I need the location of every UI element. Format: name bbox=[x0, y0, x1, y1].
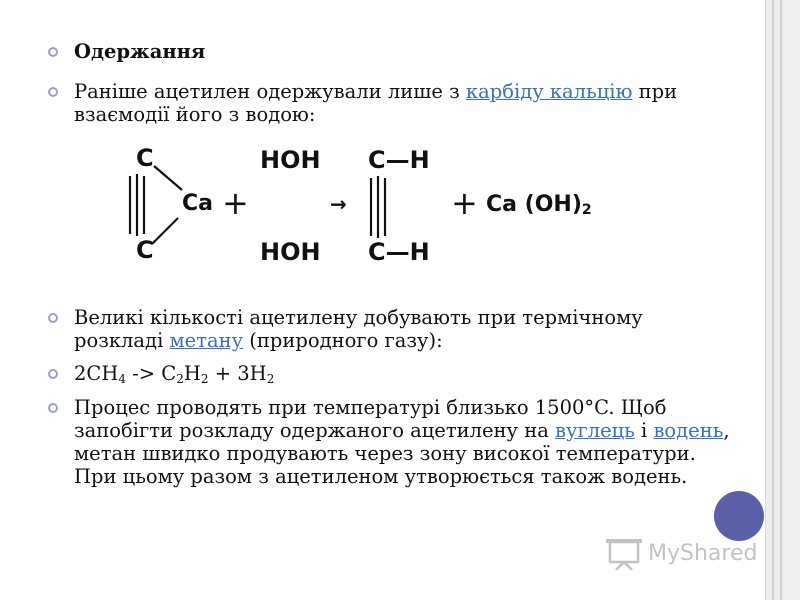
link-carbon[interactable]: вуглець bbox=[555, 419, 635, 442]
bullet-text bbox=[74, 80, 734, 126]
equation-subscript: 2 bbox=[266, 372, 275, 386]
text-fragment: (природного газу): bbox=[243, 329, 443, 352]
text-fragment: , метан швидко продувають через зону високої температури. При цьому разом з ацетиленом утворюється також водень. bbox=[74, 419, 730, 488]
section-heading: Одержання bbox=[74, 40, 206, 63]
text-fragment: Процес проводять при температурі близько 1500°C. Щоб запобігти розкладу одержаного ацетилену на bbox=[74, 396, 667, 442]
calcium-hydroxide-label bbox=[486, 192, 592, 217]
plus-sign: + bbox=[451, 184, 478, 222]
text-fragment: і bbox=[634, 419, 654, 442]
bullet-text bbox=[74, 396, 734, 488]
link-methane[interactable]: метану bbox=[169, 329, 244, 352]
bullet-icon bbox=[48, 87, 58, 97]
watermark-text: MyShared bbox=[648, 541, 758, 566]
carbon-bottom-label: C bbox=[136, 236, 154, 264]
ch-bottom-label: C—H bbox=[368, 238, 430, 266]
equation-part: 2CH bbox=[74, 362, 119, 385]
product-subscript: 2 bbox=[581, 202, 592, 218]
water-top-label: HOH bbox=[260, 146, 321, 174]
carbon-top-label: C bbox=[136, 144, 154, 172]
projector-screen-icon bbox=[604, 536, 644, 572]
calcium-label: Ca bbox=[182, 191, 213, 216]
bullet-text bbox=[74, 40, 734, 63]
text-fragment: при взаємодії його з водою: bbox=[74, 80, 678, 126]
product-formula: Ca (OH) bbox=[486, 192, 582, 217]
equation-subscript: 4 bbox=[118, 372, 126, 386]
equation-subscript: 2 bbox=[176, 372, 184, 386]
frame-line bbox=[780, 0, 782, 600]
equation-part: -> C bbox=[125, 362, 177, 385]
reaction-scheme bbox=[118, 140, 618, 270]
water-bottom-label: HOH bbox=[260, 238, 321, 266]
bullet-text bbox=[74, 306, 734, 352]
equation-part: + 3H bbox=[208, 362, 267, 385]
reaction-arrow: → bbox=[330, 192, 347, 216]
bullet-icon bbox=[48, 47, 58, 57]
link-hydrogen[interactable]: водень bbox=[653, 419, 724, 442]
bullet-icon bbox=[48, 403, 58, 413]
link-calcium-carbide[interactable]: карбіду кальцію bbox=[465, 80, 633, 103]
frame-line bbox=[772, 0, 774, 600]
plus-sign: + bbox=[222, 184, 249, 222]
watermark bbox=[604, 536, 762, 574]
equation-part: H bbox=[183, 362, 201, 385]
chemical-equation bbox=[74, 362, 734, 385]
navigation-circle bbox=[714, 491, 764, 541]
text-fragment: Раніше ацетилен одержували лише з bbox=[74, 80, 466, 103]
bullet-icon bbox=[48, 369, 58, 379]
bullet-icon bbox=[48, 313, 58, 323]
ch-top-label: C—H bbox=[368, 146, 430, 174]
text-fragment: Великі кількості ацетилену добувають при термічному розкладі bbox=[74, 306, 643, 352]
equation-subscript: 2 bbox=[200, 372, 209, 386]
slide-frame-right bbox=[765, 0, 800, 600]
